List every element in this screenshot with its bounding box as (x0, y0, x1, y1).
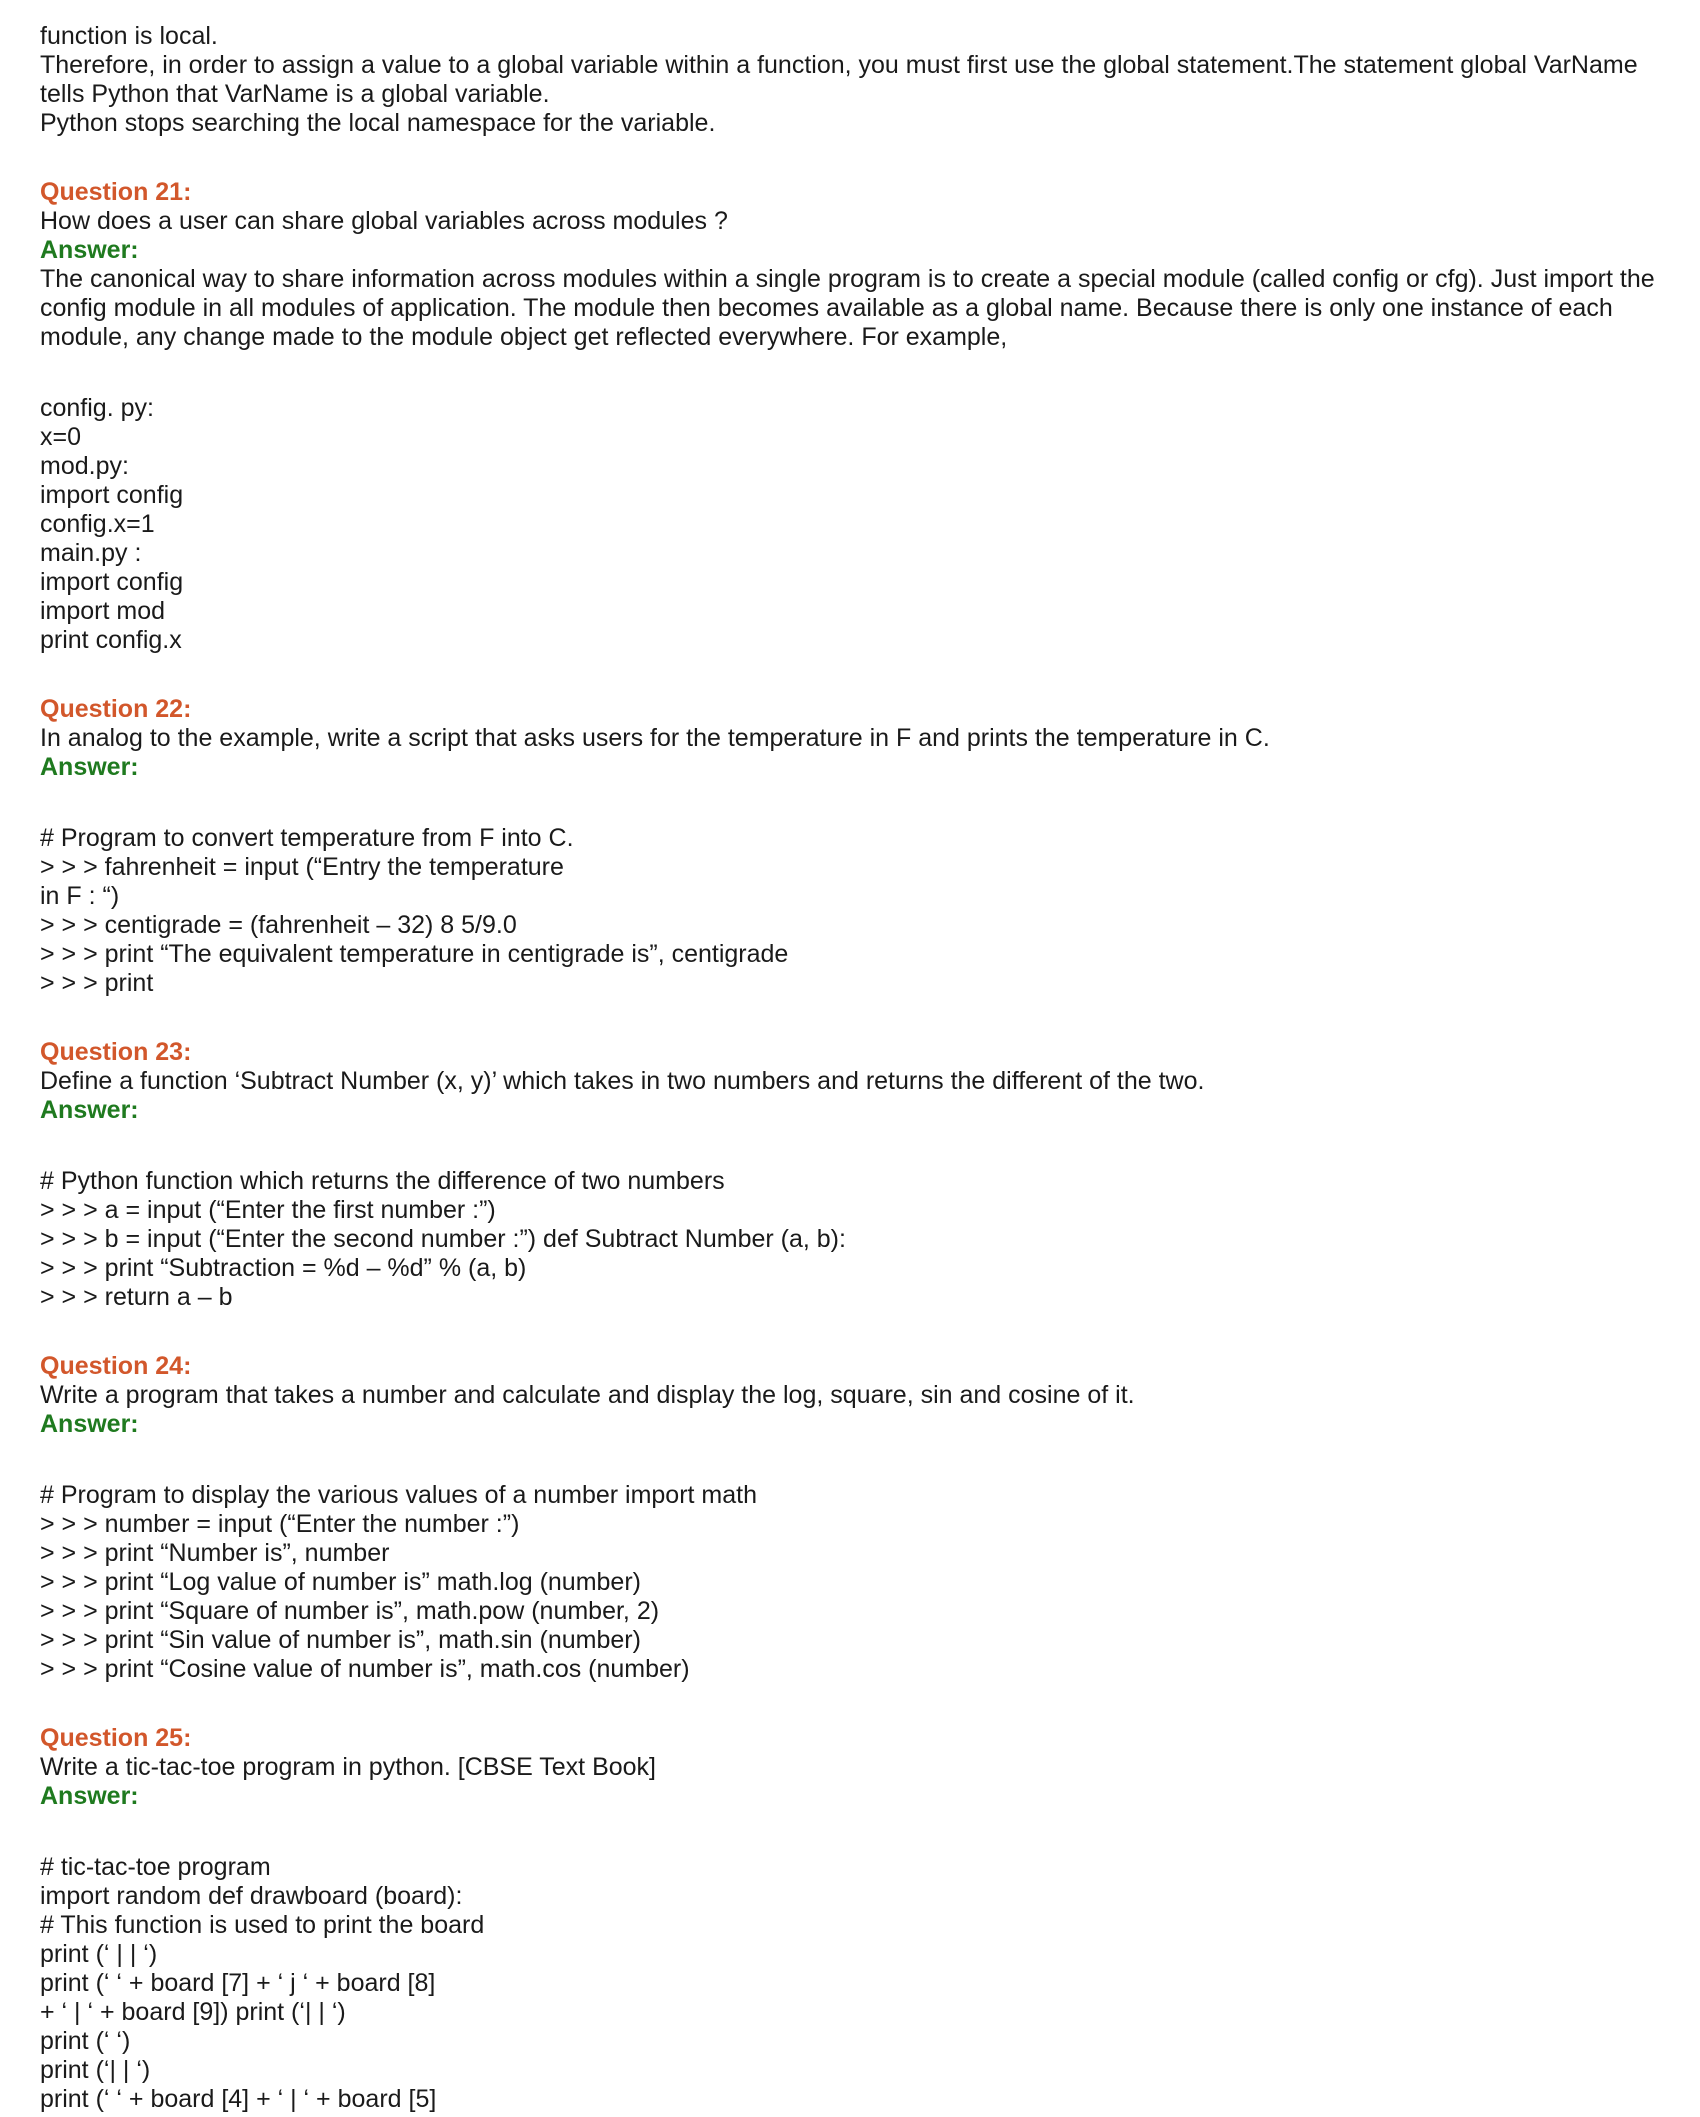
code-line: # This function is used to print the board (40, 1911, 485, 1939)
code-block (40, 1481, 1680, 1684)
answer-label: Answer: (40, 1782, 139, 1810)
code-line: > > > b = input (“Enter the second number :”) def Subtract Number (a, b): (40, 1225, 846, 1253)
answer-label: Answer: (40, 1410, 139, 1438)
question-text: In analog to the example, write a script that asks users for the temperature in F and prints the temperature in C. (40, 724, 1270, 752)
question-title: Question 24: (40, 1352, 192, 1380)
code-line: x=0 (40, 423, 82, 451)
code-line: > > > return a – b (40, 1283, 233, 1311)
code-block (40, 1853, 1680, 2114)
code-line: > > > print “Number is”, number (40, 1539, 390, 1567)
question-text: Define a function ‘Subtract Number (x, y)’ which takes in two numbers and returns the different of the two. (40, 1067, 1205, 1095)
code-line: mod.py: (40, 452, 129, 480)
answer-line: config module in all modules of application. The module then becomes available as a global name. Because there is only one instance of each (40, 294, 1613, 322)
question-title: Question 23: (40, 1038, 192, 1066)
code-line: print config.x (40, 626, 182, 654)
question-title: Question 25: (40, 1724, 192, 1752)
code-line: print (‘ ‘ + board [4] + ‘ | ‘ + board [5] (40, 2085, 437, 2113)
code-block (40, 824, 1680, 998)
code-line: main.py : (40, 539, 142, 567)
code-line: > > > print “Sin value of number is”, math.sin (number) (40, 1626, 641, 1654)
code-line: + ‘ | ‘ + board [9]) print (‘| | ‘) (40, 1998, 346, 2026)
code-line: > > > number = input (“Enter the number :”) (40, 1510, 520, 1538)
question-text: Write a tic-tac-toe program in python. [CBSE Text Book] (40, 1753, 657, 1781)
code-line: # Program to display the various values of a number import math (40, 1481, 758, 1509)
code-line: > > > fahrenheit = input (“Entry the temperature (40, 853, 564, 881)
answer-line: The canonical way to share information across modules within a single program is to create a special module (called config or cfg). Just import the (40, 265, 1655, 293)
intro-line: Therefore, in order to assign a value to a global variable within a function, you must first use the global statement.The statement global VarName (40, 51, 1638, 79)
code-block (40, 394, 1680, 655)
code-line: > > > print (40, 969, 154, 997)
answer-label: Answer: (40, 753, 139, 781)
code-line: print (‘ | | ‘) (40, 1940, 158, 1968)
question-text: How does a user can share global variables across modules ? (40, 207, 728, 235)
code-block (40, 1167, 1680, 1312)
code-line: print (‘ ‘ + board [7] + ‘ j ‘ + board [8] (40, 1969, 436, 1997)
answer-label: Answer: (40, 236, 139, 264)
code-line: print (‘| | ‘) (40, 2056, 151, 2084)
code-line: > > > centigrade = (fahrenheit – 32) 8 5/9.0 (40, 911, 517, 939)
code-line: # Program to convert temperature from F into C. (40, 824, 574, 852)
question-title: Question 22: (40, 695, 192, 723)
code-line: > > > a = input (“Enter the first number :”) (40, 1196, 496, 1224)
code-line: config.x=1 (40, 510, 155, 538)
intro-paragraph (40, 22, 1680, 138)
intro-line: tells Python that VarName is a global variable. (40, 80, 550, 108)
code-line: import config (40, 481, 184, 509)
code-line: > > > print “Cosine value of number is”, math.cos (number) (40, 1655, 690, 1683)
code-line: > > > print “Subtraction = %d – %d” % (a, b) (40, 1254, 527, 1282)
question-25-section (40, 1724, 1680, 2114)
code-line: import random def drawboard (board): (40, 1882, 463, 1910)
document-page (40, 22, 1680, 2114)
code-line: > > > print “The equivalent temperature in centigrade is”, centigrade (40, 940, 789, 968)
code-line: # Python function which returns the difference of two numbers (40, 1167, 725, 1195)
question-21-section (40, 178, 1680, 655)
code-line: # tic-tac-toe program (40, 1853, 271, 1881)
code-line: in F : “) (40, 882, 120, 910)
question-title: Question 21: (40, 178, 192, 206)
question-23-section (40, 1038, 1680, 1312)
code-line: config. py: (40, 394, 154, 422)
question-text: Write a program that takes a number and calculate and display the log, square, sin and cosine of it. (40, 1381, 1135, 1409)
code-line: > > > print “Square of number is”, math.pow (number, 2) (40, 1597, 660, 1625)
answer-label: Answer: (40, 1096, 139, 1124)
code-line: print (‘ ‘) (40, 2027, 131, 2055)
question-22-section (40, 695, 1680, 998)
code-line: import config (40, 568, 184, 596)
question-24-section (40, 1352, 1680, 1684)
intro-line: Python stops searching the local namespace for the variable. (40, 109, 716, 137)
answer-line: module, any change made to the module object get reflected everywhere. For example, (40, 323, 1008, 351)
code-line: > > > print “Log value of number is” math.log (number) (40, 1568, 641, 1596)
code-line: import mod (40, 597, 166, 625)
intro-line: function is local. (40, 22, 218, 50)
